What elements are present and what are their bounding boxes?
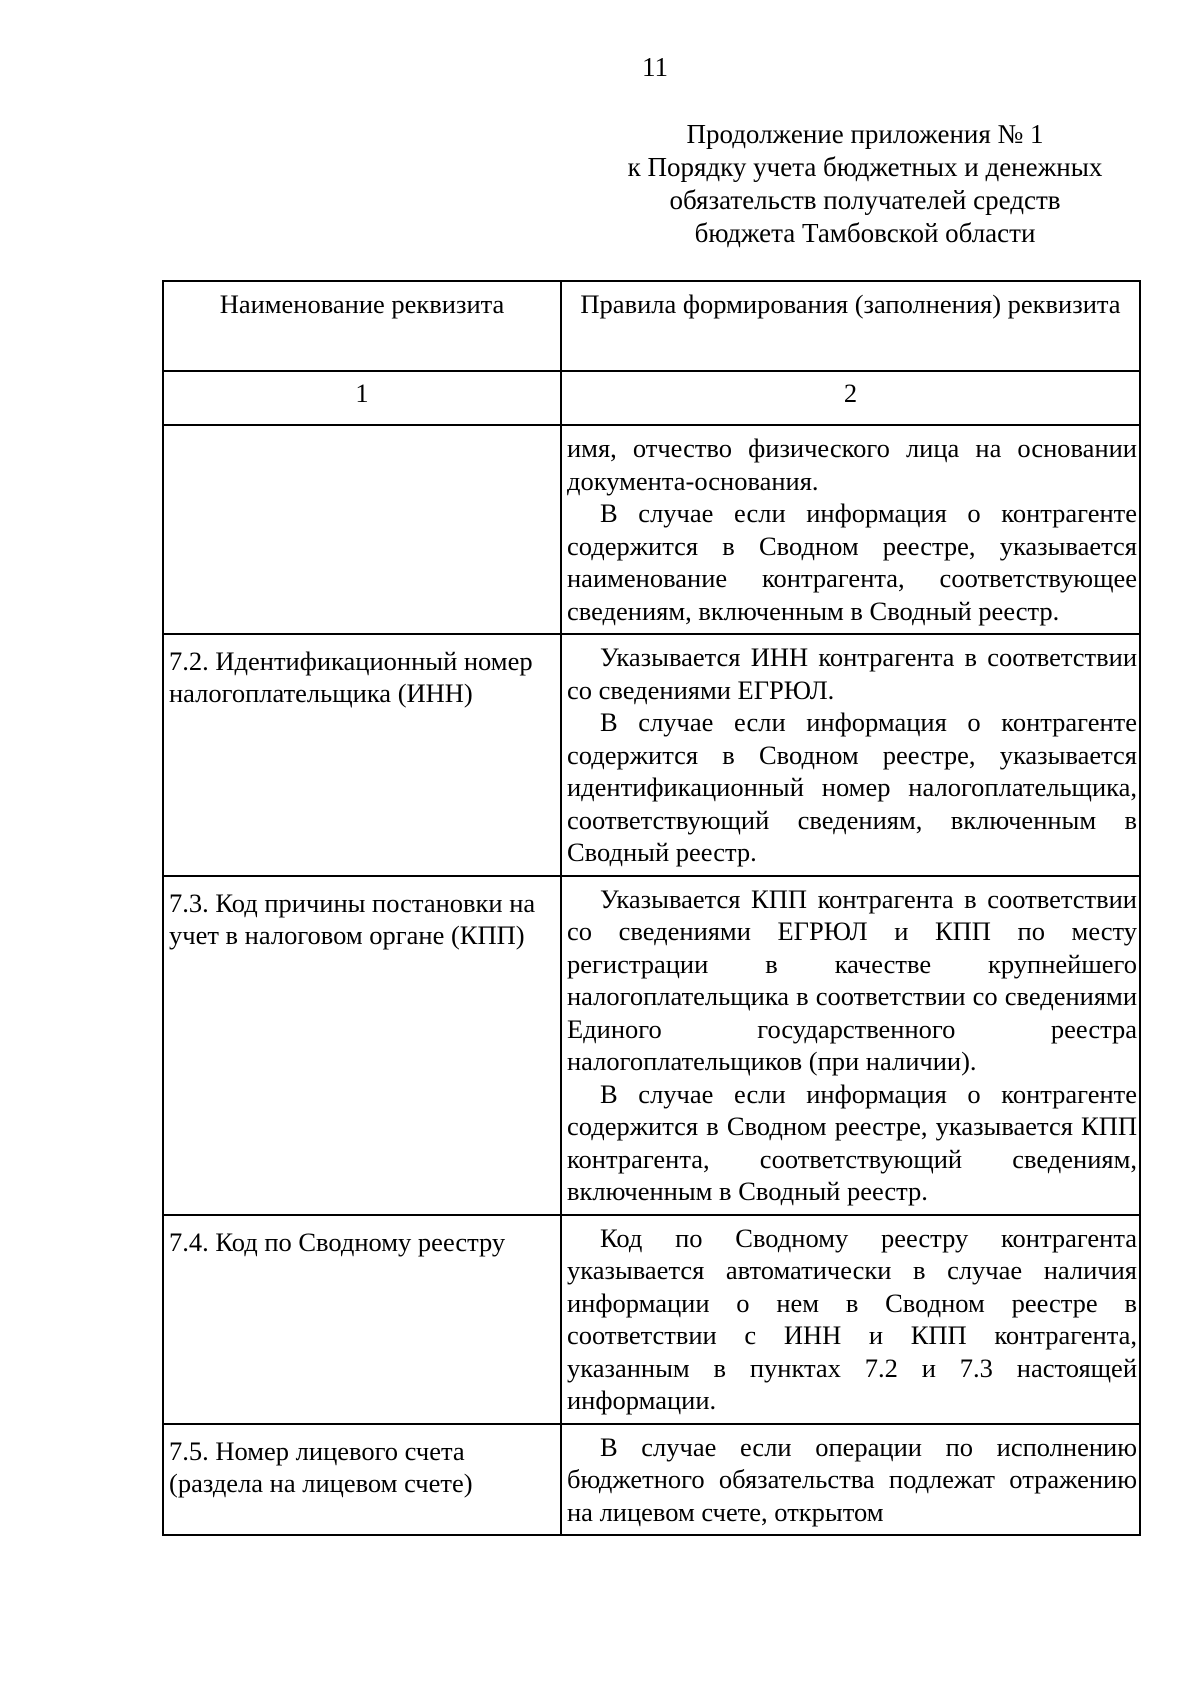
requisite-name-cell — [163, 425, 561, 634]
header-line: Продолжение приложения № 1 — [686, 119, 1044, 149]
table-row — [163, 634, 1140, 876]
requisite-rule-cell — [561, 876, 1140, 1215]
rule-paragraph: Указывается КПП контрагента в соответствии со сведениями ЕГРЮЛ и КПП по месту регистрации в качестве крупнейшего налогоплательщика в соответствии со сведениями Единого государственного реестра налогоплательщиков (при наличии). — [567, 883, 1137, 1076]
requisite-rule-cell — [561, 1424, 1140, 1536]
requisites-table — [162, 280, 1141, 1536]
table-row — [163, 1424, 1140, 1536]
appendix-header — [600, 118, 1130, 250]
requisite-name-cell: 7.4. Код по Сводному реестру — [163, 1215, 561, 1424]
rule-paragraph: В случае если информация о контрагенте содержится в Сводном реестре, указывается КПП контрагента, соответствующий сведениям, включенным в Сводный реестр. — [567, 1078, 1137, 1206]
header-line: бюджета Тамбовской области — [694, 218, 1036, 248]
column-header-name: Наименование реквизита — [163, 281, 561, 371]
column-number-row — [163, 371, 1140, 425]
requisite-name-cell: 7.3. Код причины постановки на учет в налоговом органе (КПП) — [163, 876, 561, 1215]
header-line: к Порядку учета бюджетных и денежных — [627, 152, 1103, 182]
table-header-row — [163, 281, 1140, 371]
rule-paragraph: В случае если информация о контрагенте содержится в Сводном реестре, указывается наименование контрагента, соответствующее сведениям, включенным в Сводный реестр. — [567, 498, 1137, 626]
rule-paragraph: Код по Сводному реестру контрагента указывается автоматически в случае наличия информации о нем в Сводном реестре в соответствии с ИНН и КПП контрагента, указанным в пунктах 7.2 и 7.3 настоящей информации. — [567, 1222, 1137, 1415]
requisite-name-cell: 7.2. Идентификационный номер налогоплательщика (ИНН) — [163, 634, 561, 876]
rule-paragraph: В случае если информация о контрагенте содержится в Сводном реестре, указывается идентификационный номер налогоплательщика, соответствующий сведениям, включенным в Сводный реестр. — [567, 707, 1137, 867]
header-line: обязательств получателей средств — [669, 185, 1061, 215]
requisite-name-cell: 7.5. Номер лицевого счета (раздела на лицевом счете) — [163, 1424, 561, 1536]
page-number: 11 — [642, 52, 668, 82]
table-row — [163, 876, 1140, 1215]
table-row — [163, 425, 1140, 634]
table-row — [163, 1215, 1140, 1424]
column-header-rules: Правила формирования (заполнения) реквизита — [561, 281, 1140, 371]
requisite-rule-cell — [561, 425, 1140, 634]
column-number-2: 2 — [561, 371, 1140, 425]
rule-paragraph: В случае если операции по исполнению бюджетного обязательства подлежат отражению на лицевом счете, открытом — [567, 1431, 1137, 1527]
requisite-rule-cell — [561, 1215, 1140, 1424]
column-number-1: 1 — [163, 371, 561, 425]
rule-paragraph: имя, отчество физического лица на основании документа-основания. — [567, 433, 1137, 496]
requisite-rule-cell — [561, 634, 1140, 876]
rule-paragraph: Указывается ИНН контрагента в соответствии со сведениями ЕГРЮЛ. — [567, 642, 1137, 705]
